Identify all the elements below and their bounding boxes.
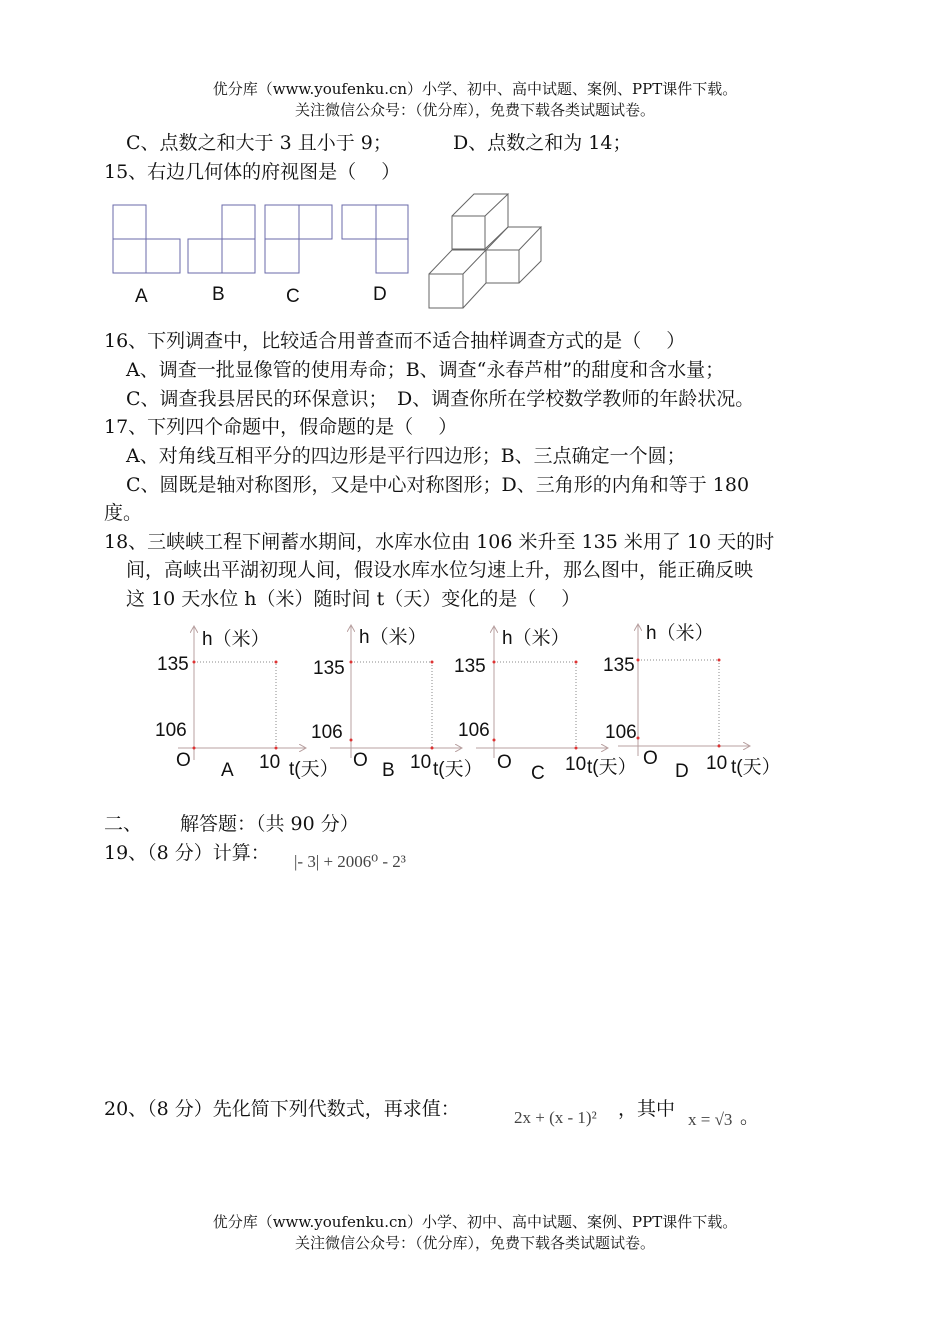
q18-d-letter: D [675,761,689,782]
q15-stem: 15、右边几何体的府视图是（ ） [104,161,401,183]
q18-b-tick-106: 106 [311,722,343,743]
q15-label-c: C [286,286,300,307]
q18-c-xlabel: t(天） [587,757,637,778]
section-2-number: 二、 [104,813,143,835]
section-2-title: 解答题：（共 90 分） [180,813,359,835]
q18-d-tick-135: 135 [603,655,635,676]
q18-c-tick-135: 135 [454,656,486,677]
q16-stem: 16、下列调查中，比较适合用普查而不适合抽样调查方式的是（ ） [104,330,686,352]
q18-d-ylabel: h（米） [646,623,714,644]
q16-options-line-2: C、调查我县居民的环保意识； D、调查你所在学校数学教师的年龄状况。 [126,388,755,410]
q18-line-1: 18、三峡峡工程下闸蓄水期间，水库水位由 106 米升至 135 米用了 10 天的时 [104,531,775,553]
q18-a-tick-10: 10 [259,752,281,773]
q18-a-xlabel: t(天） [289,759,339,780]
q20-condition-prefix: ，其中 [618,1098,676,1120]
q18-a-origin: O [176,750,191,771]
q17-options-line-3: 度。 [104,502,143,524]
q18-b-ylabel: h（米） [359,627,427,648]
q18-c-origin: O [497,752,512,773]
q18-b-letter: B [382,760,395,781]
q18-c-ylabel: h（米） [502,628,570,649]
header-line-1: 优分库（www.youfenku.cn）小学、初中、高中试题、案例、PPT课件下载。 [212,80,738,98]
q15-label-a: A [135,286,148,307]
q18-c-tick-106: 106 [458,720,490,741]
q18-a-ylabel: h（米） [202,629,270,650]
q16-options-line-1: A、调查一批显像管的使用寿命；B、调查“永春芦柑”的甜度和含水量； [126,359,725,381]
q15-label-b: B [212,284,225,305]
q19-expression: |- 3| + 2006⁰ - 2³ [294,852,406,871]
q20-condition: x = √3 [688,1110,733,1129]
q19-stem: 19、（8 分）计算： [104,842,270,864]
q14-option-d: D、点数之和为 14； [453,132,632,154]
q18-b-tick-135: 135 [313,658,345,679]
q20-stem: 20、（8 分）先化简下列代数式，再求值： [104,1098,460,1120]
q15-label-d: D [373,284,387,305]
q18-c-letter: C [531,763,545,784]
q18-d-tick-10: 10 [706,753,728,774]
q18-d-origin: O [643,748,658,769]
q18-line-2: 间，高峡出平湖初现人间，假设水库水位匀速上升，那么图中，能正确反映 [126,559,754,581]
q18-b-tick-10: 10 [410,752,432,773]
q18-c-tick-10: 10 [565,754,587,775]
q18-d-xlabel: t(天） [731,757,781,778]
header-line-2: 关注微信公众号：（优分库），免费下载各类试题试卷。 [294,101,655,119]
q18-d-tick-106: 106 [605,722,637,743]
q20-expression: 2x + (x - 1)² [514,1108,597,1127]
q17-options-line-2: C、圆既是轴对称图形，又是中心对称图形；D、三角形的内角和等于 180 [126,474,750,496]
q18-line-3: 这 10 天水位 h（米）随时间 t（天）变化的是（ ） [126,588,581,610]
footer-line-2: 关注微信公众号：（优分库），免费下载各类试题试卷。 [294,1234,655,1252]
q14-option-c: C、点数之和大于 3 且小于 9； [126,132,392,154]
q18-a-letter: A [221,760,234,781]
footer-line-1: 优分库（www.youfenku.cn）小学、初中、高中试题、案例、PPT课件下载。 [212,1213,738,1231]
q18-a-tick-135: 135 [157,654,189,675]
q18-b-origin: O [353,750,368,771]
q17-stem: 17、下列四个命题中，假命题的是（ ） [104,416,458,438]
q18-b-xlabel: t(天） [433,759,483,780]
q20-end: 。 [740,1106,760,1128]
q17-options-line-1: A、对角线互相平分的四边形是平行四边形；B、三点确定一个圆； [126,445,686,467]
q18-a-tick-106: 106 [155,720,187,741]
